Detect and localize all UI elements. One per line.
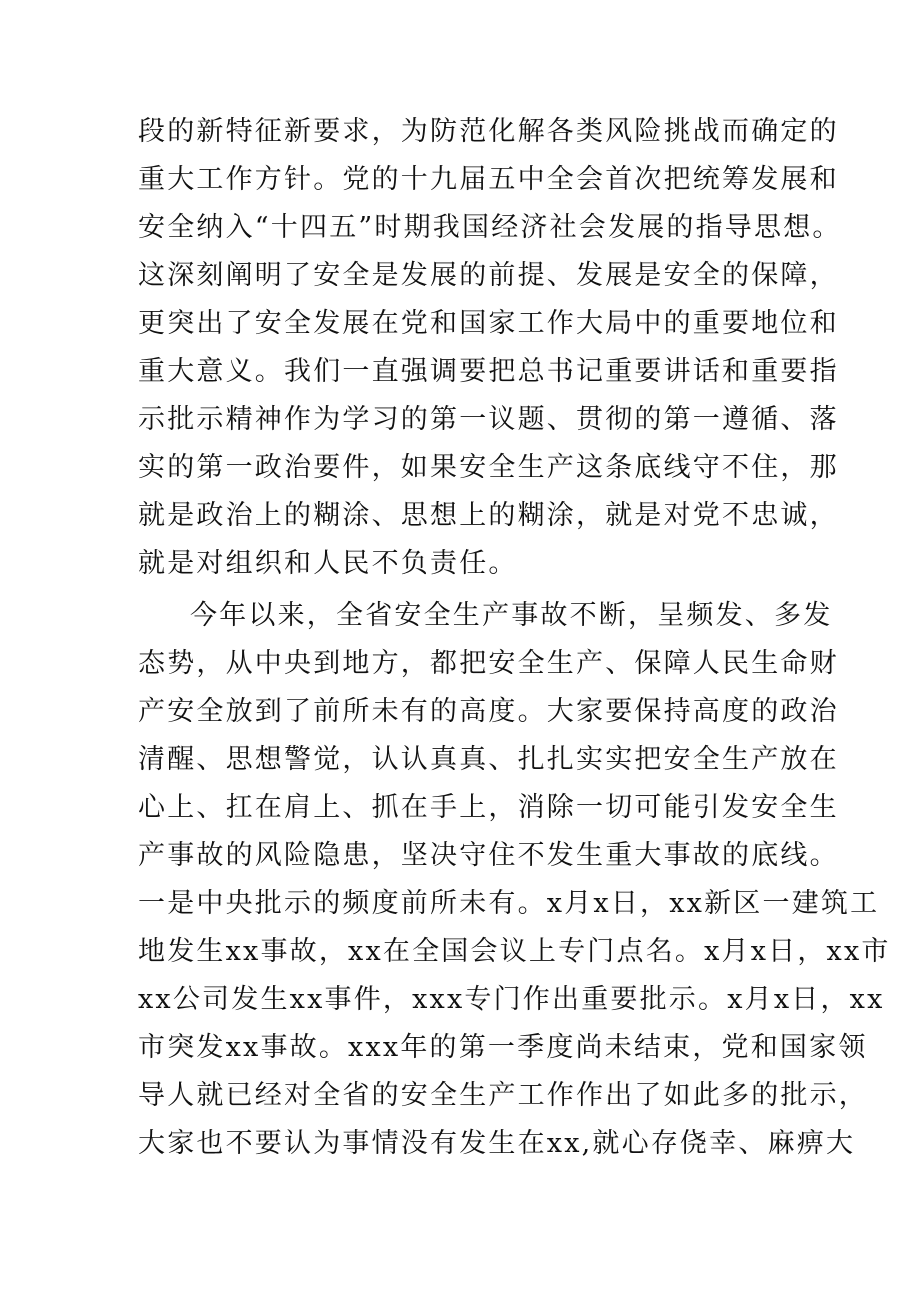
- paragraph-line: 大家也不要认为事情没有发生在xx,就心存侥幸、麻痹大: [138, 1128, 856, 1159]
- paragraph-line: 态势，从中央到地方，都把安全生产、保障人民生命财: [138, 648, 839, 679]
- paragraph-line: 实的第一政治要件，如果安全生产这条底线守不住，那: [138, 452, 839, 483]
- paragraph-line: 示批示精神作为学习的第一议题、贯彻的第一遵循、落: [138, 404, 839, 435]
- paragraph-line: 安全纳入“十四五”时期我国经济社会发展的指导思想。: [138, 212, 842, 243]
- paragraph-line: 重大工作方针。党的十九届五中全会首次把统筹发展和: [138, 164, 839, 195]
- paragraph-line: 段的新特征新要求，为防范化解各类风险挑战而确定的: [138, 116, 839, 147]
- paragraph-line: 更突出了安全发展在党和国家工作大局中的重要地位和: [138, 308, 839, 339]
- paragraph-line: 产安全放到了前所未有的高度。大家要保持高度的政治: [138, 696, 839, 727]
- paragraph-line: 清醒、思想警觉，认认真真、扎扎实实把安全生产放在: [138, 744, 839, 775]
- paragraph-line: 一是中央批示的频度前所未有。x月x日，xx新区一建筑工: [138, 888, 880, 919]
- paragraph-line: 市突发xx事故。xxx年的第一季度尚未结束，党和国家领: [138, 1032, 868, 1063]
- paragraph-line: xx公司发生xx事件，xxx专门作出重要批示。x月x日，xx: [138, 984, 885, 1015]
- paragraph-line: 地发生xx事故，xx在全国会议上专门点名。x月x日，xx市: [138, 936, 891, 967]
- paragraph-line: 心上、扛在肩上、抓在手上，消除一切可能引发安全生: [138, 792, 839, 823]
- paragraph-line: 导人就已经对全省的安全生产工作作出了如此多的批示，: [138, 1080, 868, 1111]
- paragraph-line: 就是政治上的糊涂、思想上的糊涂，就是对党不忠诚，: [138, 500, 839, 531]
- paragraph-line: 今年以来，全省安全生产事故不断，呈频发、多发: [190, 600, 833, 631]
- paragraph-line: 产事故的风险隐患，坚决守住不发生重大事故的底线。: [138, 840, 839, 871]
- paragraph-line: 这深刻阐明了安全是发展的前提、发展是安全的保障，: [138, 260, 839, 291]
- paragraph-line: 重大意义。我们一直强调要把总书记重要讲话和重要指: [138, 356, 839, 387]
- paragraph-line: 就是对组织和人民不负责任。: [138, 548, 518, 579]
